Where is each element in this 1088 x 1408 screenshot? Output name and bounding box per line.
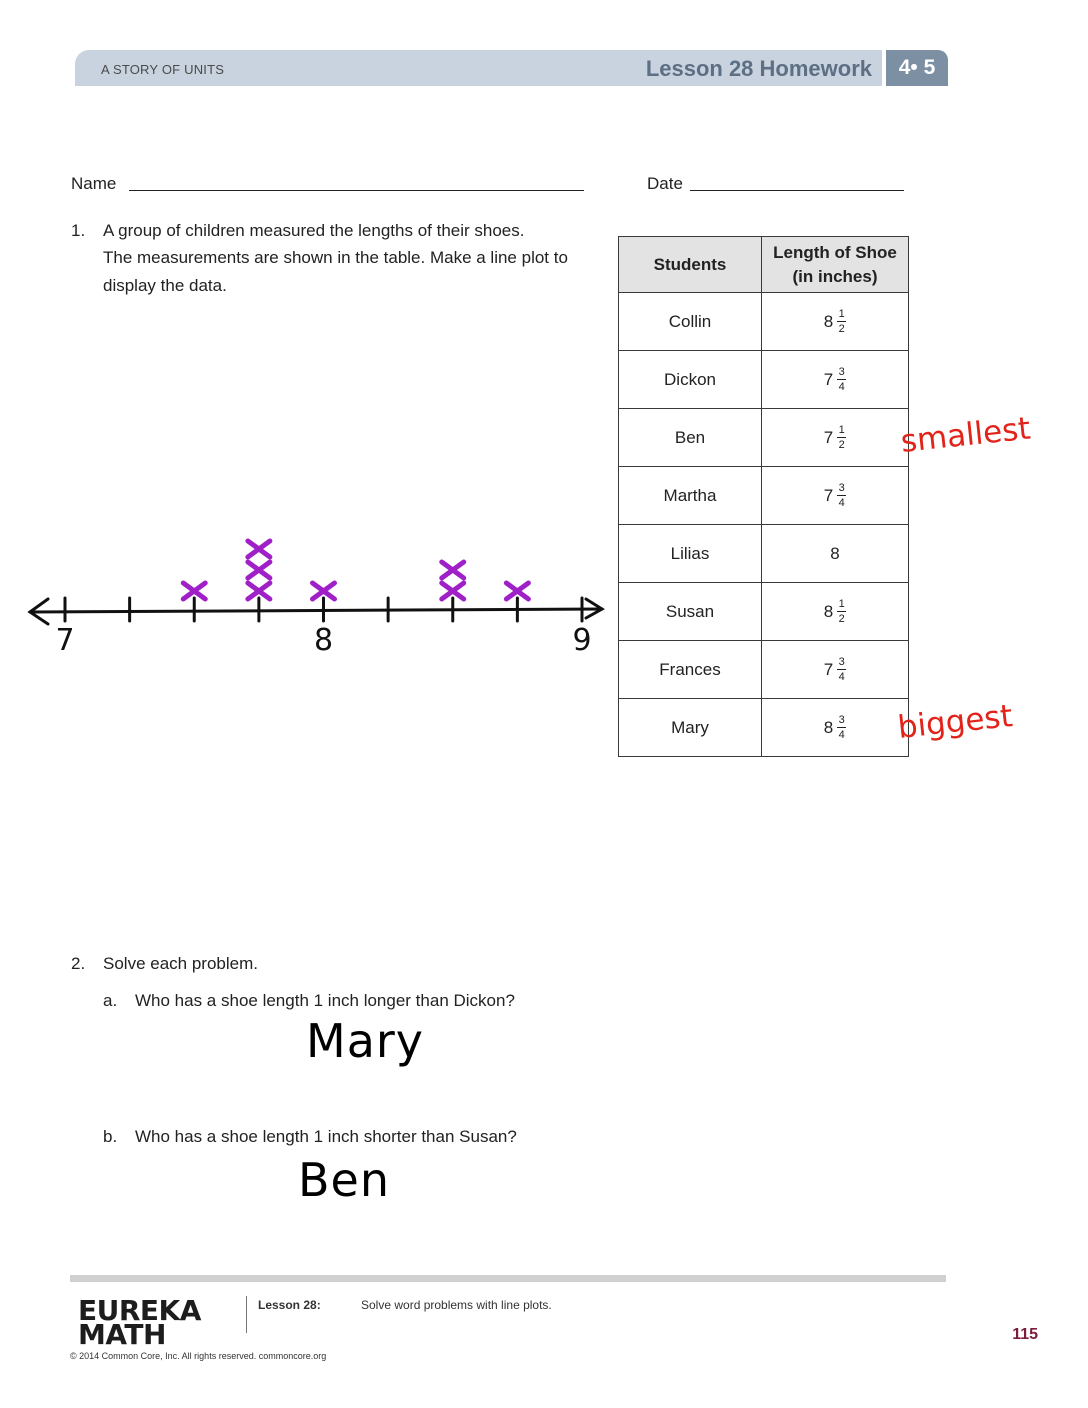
- fraction-bar: [837, 379, 846, 380]
- logo-line2: MATH: [78, 1318, 166, 1351]
- numerator: 1: [838, 598, 845, 610]
- lesson-title: Lesson 28 Homework: [645, 56, 872, 81]
- x-mark: [442, 562, 464, 578]
- line-plot: [20, 520, 620, 665]
- whole-part: 8: [830, 543, 840, 563]
- table-row: [619, 641, 909, 699]
- annotation-smallest: smallest: [899, 410, 1033, 460]
- whole-part: 7: [823, 485, 834, 505]
- denominator: 4: [838, 671, 845, 683]
- student-cell: Martha: [619, 467, 762, 525]
- length-cell: [762, 467, 909, 525]
- length-header-line2: (in inches): [792, 266, 878, 286]
- fraction: [837, 714, 846, 741]
- denominator: 2: [838, 323, 845, 335]
- student-cell: Dickon: [619, 351, 762, 409]
- problem2-prompt: Solve each problem.: [103, 954, 258, 973]
- whole-part: 8: [823, 311, 834, 331]
- table-row: [619, 525, 909, 583]
- problem2a-question: Who has a shoe length 1 inch longer than Dickon?: [135, 991, 515, 1010]
- length-cell: [762, 641, 909, 699]
- problem1-line1: A group of children measured the lengths of their shoes.: [103, 221, 525, 240]
- answer-b: Ben: [298, 1153, 391, 1207]
- problem2a-letter: a.: [103, 991, 118, 1010]
- mixed-number: [824, 308, 846, 335]
- fraction: [837, 598, 846, 625]
- x-mark: [248, 541, 270, 557]
- table-row: [619, 467, 909, 525]
- whole-part: 7: [823, 369, 834, 389]
- grade-module-badge: 4• 5: [886, 50, 948, 86]
- mixed-number: [824, 482, 846, 509]
- fraction: [837, 482, 846, 509]
- fraction: [837, 308, 846, 335]
- table-row: [619, 293, 909, 351]
- length-cell: [762, 525, 909, 583]
- footer-lesson-description: Solve word problems with line plots.: [361, 1298, 552, 1312]
- whole-part: 8: [823, 601, 834, 621]
- footer-lesson-number: Lesson 28:: [258, 1298, 321, 1312]
- name-field[interactable]: [129, 190, 584, 191]
- problem1-line2: The measurements are shown in the table. Make a line plot to: [103, 248, 568, 267]
- x-mark: [248, 562, 270, 578]
- table-row: [619, 409, 909, 467]
- length-cell: [762, 409, 909, 467]
- mixed-number: [824, 656, 846, 683]
- mixed-number: [824, 424, 846, 451]
- whole-part: 8: [823, 717, 834, 737]
- date-field[interactable]: [690, 190, 904, 191]
- numerator: 3: [838, 656, 845, 668]
- footer-divider: [246, 1296, 247, 1333]
- answer-a: Mary: [306, 1014, 425, 1068]
- students-header: Students: [619, 237, 762, 293]
- whole-part: 7: [823, 427, 834, 447]
- denominator: 4: [838, 381, 845, 393]
- student-cell: Lilias: [619, 525, 762, 583]
- table-body: [619, 293, 909, 757]
- student-cell: Frances: [619, 641, 762, 699]
- mixed-number: [824, 598, 846, 625]
- fraction: [837, 424, 846, 451]
- mixed-number: [830, 544, 839, 564]
- length-header-line1: Length of Shoe: [773, 242, 897, 262]
- fraction-bar: [837, 321, 846, 322]
- problem2-number: 2.: [71, 954, 86, 973]
- name-label: Name: [71, 174, 117, 193]
- line-plot-layer: [30, 541, 602, 658]
- length-cell: [762, 583, 909, 641]
- fraction: [837, 366, 846, 393]
- problem2b-question: Who has a shoe length 1 inch shorter than Susan?: [135, 1127, 517, 1146]
- problem1-line3: display the data.: [103, 276, 227, 295]
- length-cell: [762, 351, 909, 409]
- mixed-number: [824, 714, 846, 741]
- denominator: 4: [838, 497, 845, 509]
- numerator: 3: [838, 714, 845, 726]
- fraction-bar: [837, 495, 846, 496]
- numerator: 1: [838, 308, 845, 320]
- length-cell: [762, 293, 909, 351]
- fraction-bar: [837, 437, 846, 438]
- denominator: 4: [838, 729, 845, 741]
- denominator: 2: [838, 439, 845, 451]
- numerator: 3: [838, 366, 845, 378]
- number-line-label: 7: [55, 623, 75, 658]
- table-row: [619, 351, 909, 409]
- student-cell: Mary: [619, 699, 762, 757]
- table-row: [619, 583, 909, 641]
- fraction-bar: [837, 727, 846, 728]
- numerator: 3: [838, 482, 845, 494]
- number-line-label: 8: [313, 623, 334, 658]
- student-cell: Ben: [619, 409, 762, 467]
- problem2b-letter: b.: [103, 1127, 118, 1146]
- student-cell: Collin: [619, 293, 762, 351]
- footer-bar: [70, 1275, 946, 1282]
- page-number: 115: [1012, 1326, 1038, 1343]
- copyright: © 2014 Common Core, Inc. All rights reserved. commoncore.org: [70, 1351, 327, 1361]
- fraction-bar: [837, 611, 846, 612]
- date-label: Date: [647, 174, 683, 193]
- denominator: 2: [838, 613, 845, 625]
- fraction: [837, 656, 846, 683]
- length-cell: [762, 699, 909, 757]
- logo-line1: EUREKA: [78, 1294, 201, 1327]
- shoe-length-table: [618, 236, 909, 757]
- fraction-bar: [837, 669, 846, 670]
- annotation-biggest: biggest: [896, 698, 1015, 746]
- table-row: [619, 699, 909, 757]
- eureka-math-logo: [78, 1294, 201, 1351]
- number-line-label: 9: [572, 623, 592, 658]
- series-label: A STORY OF UNITS: [101, 62, 225, 77]
- length-header: [762, 237, 909, 293]
- problem1-number: 1.: [71, 221, 86, 240]
- whole-part: 7: [823, 659, 834, 679]
- numerator: 1: [838, 424, 845, 436]
- mixed-number: [824, 366, 846, 393]
- student-cell: Susan: [619, 583, 762, 641]
